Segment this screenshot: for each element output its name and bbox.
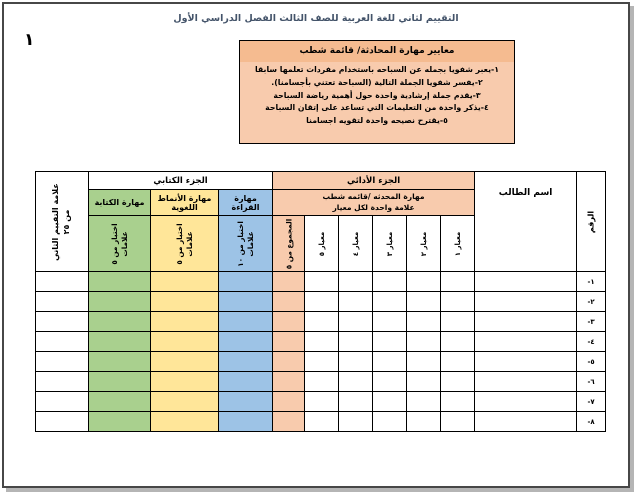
criteria-item: ١-يعبر شفويا بجمله عن السباحه باستخدام مفردات تعلمها سابقا xyxy=(254,65,499,74)
criterion-score-cell xyxy=(373,392,407,412)
row-number-cell: ٢- xyxy=(577,292,606,312)
patterns-score-cell xyxy=(151,412,219,432)
criterion-column-header xyxy=(407,216,441,272)
student-row xyxy=(36,412,606,432)
criterion-score-cell xyxy=(441,372,475,392)
final-mark-cell xyxy=(36,292,89,312)
criterion-score-cell xyxy=(339,292,373,312)
student-name-column-header: اسم الطالب xyxy=(475,172,577,272)
student-name-cell xyxy=(475,272,577,292)
patterns-score-cell xyxy=(151,272,219,292)
student-name-cell xyxy=(475,412,577,432)
criteria-list xyxy=(240,62,514,128)
criterion-score-cell xyxy=(441,292,475,312)
total-score-cell xyxy=(273,332,305,352)
patterns-score-label: اختبار من ٥ علامات xyxy=(174,222,194,265)
final-mark-column-header xyxy=(36,172,89,272)
criterion-column-header xyxy=(339,216,373,272)
criterion-score-cell xyxy=(339,372,373,392)
criterion-score-cell xyxy=(407,272,441,292)
student-name-cell xyxy=(475,312,577,332)
total-score-cell xyxy=(273,352,305,372)
writing-score-cell xyxy=(89,272,151,292)
criterion-score-cell xyxy=(305,332,339,352)
conversation-skill-line1: مهارة المحدثه /قائمه شطب xyxy=(322,191,425,201)
final-mark-cell xyxy=(36,372,89,392)
row-number-cell: ٦- xyxy=(577,372,606,392)
criteria-item: ٤-يذكر واحدة من التعليمات التي تساعد على إتقان السباحة xyxy=(265,103,489,113)
criterion-score-cell xyxy=(441,332,475,352)
criterion-score-cell xyxy=(407,312,441,332)
reading-skill-header: مهارة القراءة xyxy=(219,190,273,216)
final-mark-cell xyxy=(36,312,89,332)
final-mark-header-label: علامة التقييم الثاني من ٢٥ xyxy=(51,182,71,261)
performance-part-header: الجزء الأدائي xyxy=(273,172,475,190)
total-score-cell xyxy=(273,412,305,432)
patterns-score-cell xyxy=(151,392,219,412)
writing-score-cell xyxy=(89,412,151,432)
row-number-cell: ٨- xyxy=(577,412,606,432)
criterion-score-cell xyxy=(305,392,339,412)
row-number-cell: ٤- xyxy=(577,332,606,352)
patterns-score-cell xyxy=(151,352,219,372)
criterion-score-cell xyxy=(407,372,441,392)
criterion-score-cell xyxy=(305,412,339,432)
criterion-score-cell xyxy=(441,352,475,372)
criterion-column-header xyxy=(373,216,407,272)
total-score-cell xyxy=(273,292,305,312)
reading-score-cell xyxy=(219,272,273,292)
criterion-score-cell xyxy=(339,312,373,332)
criterion-score-cell xyxy=(441,272,475,292)
criterion-score-cell xyxy=(339,392,373,412)
criteria-item: ٢-يفسر شفويا الجملة التالية (السباحة تعتني بأجسامنا). xyxy=(271,77,483,87)
criterion-score-cell xyxy=(339,272,373,292)
criteria-item: ٣-يقدم جملة إرشادية واحدة حول أهمية رياضة السباحة xyxy=(273,90,481,100)
total-score-cell xyxy=(273,392,305,412)
patterns-score-header xyxy=(151,216,219,272)
writing-score-header xyxy=(89,216,151,272)
writing-score-cell xyxy=(89,372,151,392)
student-row xyxy=(36,332,606,352)
final-mark-cell xyxy=(36,352,89,372)
conversation-skill-header xyxy=(273,190,475,216)
document-page xyxy=(2,2,630,488)
total-score-cell xyxy=(273,372,305,392)
criterion-score-cell xyxy=(339,352,373,372)
criteria-box-heading: معايير مهارة المحادثة/ قائمة شطب xyxy=(240,41,514,62)
patterns-score-cell xyxy=(151,372,219,392)
total-score-cell xyxy=(273,312,305,332)
reading-score-cell xyxy=(219,332,273,352)
criterion-column-header xyxy=(305,216,339,272)
criterion-column-label: معيار ٤ xyxy=(351,231,360,256)
row-number-cell: ٧- xyxy=(577,392,606,412)
reading-score-cell xyxy=(219,292,273,312)
student-name-cell xyxy=(475,372,577,392)
reading-score-header xyxy=(219,216,273,272)
student-name-cell xyxy=(475,332,577,352)
row-number-header-label: الرقم xyxy=(586,210,596,233)
patterns-score-cell xyxy=(151,312,219,332)
student-row xyxy=(36,392,606,412)
reading-score-cell xyxy=(219,372,273,392)
reading-score-cell xyxy=(219,312,273,332)
final-mark-cell xyxy=(36,392,89,412)
student-row xyxy=(36,292,606,312)
total-column-label: المجموع من ٥ xyxy=(284,218,294,269)
page-number: ١ xyxy=(24,30,35,50)
student-name-cell xyxy=(475,292,577,312)
criterion-score-cell xyxy=(373,312,407,332)
final-mark-cell xyxy=(36,332,89,352)
criterion-score-cell xyxy=(407,412,441,432)
criterion-score-cell xyxy=(441,312,475,332)
criterion-score-cell xyxy=(373,412,407,432)
criterion-score-cell xyxy=(305,312,339,332)
row-number-column-header xyxy=(577,172,606,272)
criterion-score-cell xyxy=(305,372,339,392)
criterion-score-cell xyxy=(373,352,407,372)
criterion-column-header xyxy=(441,216,475,272)
reading-score-cell xyxy=(219,352,273,372)
patterns-score-cell xyxy=(151,332,219,352)
criterion-score-cell xyxy=(373,272,407,292)
criterion-score-cell xyxy=(373,372,407,392)
row-number-cell: ٣- xyxy=(577,312,606,332)
criterion-column-label: معيار ٢ xyxy=(419,231,428,256)
criterion-column-label: معيار ١ xyxy=(453,231,462,256)
assessment-table xyxy=(35,171,606,432)
patterns-skill-header: مهارة الأنماط اللغوية xyxy=(151,190,219,216)
criterion-score-cell xyxy=(373,332,407,352)
reading-score-label: اختبار من ١٠ علامات xyxy=(235,220,255,267)
writing-score-cell xyxy=(89,392,151,412)
criterion-score-cell xyxy=(305,352,339,372)
page-title: التقييم لثاني للغة العربية للصف الثالث الفصل الدراسي الأول xyxy=(173,13,459,24)
student-row xyxy=(36,272,606,292)
patterns-score-cell xyxy=(151,292,219,312)
criterion-score-cell xyxy=(441,392,475,412)
criterion-score-cell xyxy=(407,332,441,352)
criterion-score-cell xyxy=(305,272,339,292)
total-score-cell xyxy=(273,272,305,292)
criterion-score-cell xyxy=(339,412,373,432)
writing-score-label: اختبار من ٥ علامات xyxy=(109,222,129,265)
criteria-item: ٥-يقترح نصيحه واحدة لتقويه اجسامنا xyxy=(306,116,448,126)
criterion-score-cell xyxy=(407,352,441,372)
student-row xyxy=(36,312,606,332)
writing-skill-header: مهارة الكتابة xyxy=(89,190,151,216)
writing-score-cell xyxy=(89,332,151,352)
row-number-cell: ١- xyxy=(577,272,606,292)
criteria-box xyxy=(239,40,515,144)
criterion-score-cell xyxy=(407,292,441,312)
student-row xyxy=(36,352,606,372)
criterion-score-cell xyxy=(441,412,475,432)
criterion-score-cell xyxy=(339,332,373,352)
total-column-header xyxy=(273,216,305,272)
criterion-score-cell xyxy=(407,392,441,412)
final-mark-cell xyxy=(36,272,89,292)
writing-score-cell xyxy=(89,312,151,332)
writing-score-cell xyxy=(89,352,151,372)
reading-score-cell xyxy=(219,392,273,412)
criterion-score-cell xyxy=(373,292,407,312)
final-mark-cell xyxy=(36,412,89,432)
criterion-score-cell xyxy=(305,292,339,312)
criterion-column-label: معيار ٣ xyxy=(385,231,394,256)
writing-score-cell xyxy=(89,292,151,312)
conversation-skill-line2: علامة واحدة لكل معيار xyxy=(332,202,415,212)
criterion-column-label: معيار ٥ xyxy=(317,231,326,256)
student-name-cell xyxy=(475,352,577,372)
reading-score-cell xyxy=(219,412,273,432)
row-number-cell: ٥- xyxy=(577,352,606,372)
student-row xyxy=(36,372,606,392)
student-name-cell xyxy=(475,392,577,412)
written-part-header: الجزء الكتابي xyxy=(89,172,273,190)
